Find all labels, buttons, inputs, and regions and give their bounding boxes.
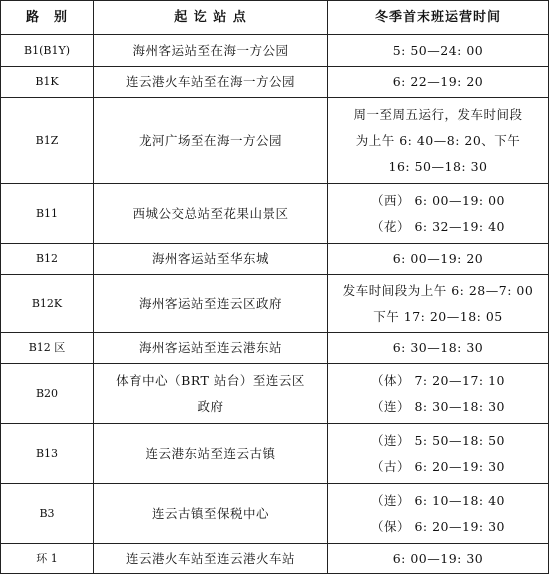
header-stops: 起 讫 站 点 xyxy=(94,1,328,35)
stops-cell: 龙河广场至在海一方公园 xyxy=(94,98,328,184)
route-cell: B12 xyxy=(1,244,94,275)
header-time: 冬季首末班运营时间 xyxy=(328,1,549,35)
table-row xyxy=(1,98,549,184)
stops-cell: 海州客运站至连云区政府 xyxy=(94,275,328,333)
table-row xyxy=(1,484,549,544)
time-cell: （连） 6: 10—18: 40 （保） 6: 20—19: 30 xyxy=(328,484,549,544)
table-row xyxy=(1,35,549,67)
route-cell: B3 xyxy=(1,484,94,544)
route-cell: B11 xyxy=(1,184,94,244)
route-cell: B12 区 xyxy=(1,333,94,364)
time-cell: 6: 00—19: 20 xyxy=(328,244,549,275)
table-row xyxy=(1,364,549,424)
table-row xyxy=(1,275,549,333)
table-row xyxy=(1,424,549,484)
stops-cell: 海州客运站至在海一方公园 xyxy=(94,35,328,67)
stops-cell: 体育中心（BRT 站台）至连云区 政府 xyxy=(94,364,328,424)
route-cell: B12K xyxy=(1,275,94,333)
route-cell: B1(B1Y) xyxy=(1,35,94,67)
table-row xyxy=(1,333,549,364)
time-cell: 6: 22—19: 20 xyxy=(328,67,549,98)
route-cell: B13 xyxy=(1,424,94,484)
time-cell: 5: 50—24: 00 xyxy=(328,35,549,67)
stops-cell: 连云港火车站至连云港火车站 xyxy=(94,544,328,574)
table-row xyxy=(1,544,549,574)
stops-cell: 海州客运站至连云港东站 xyxy=(94,333,328,364)
stops-cell: 西城公交总站至花果山景区 xyxy=(94,184,328,244)
table-row xyxy=(1,184,549,244)
time-cell: 6: 30—18: 30 xyxy=(328,333,549,364)
route-cell: B20 xyxy=(1,364,94,424)
table-row xyxy=(1,67,549,98)
header-row xyxy=(1,1,549,35)
time-cell: （连） 5: 50—18: 50 （古） 6: 20—19: 30 xyxy=(328,424,549,484)
time-cell: （体） 7: 20—17: 10 （连） 8: 30—18: 30 xyxy=(328,364,549,424)
route-cell: 环 1 xyxy=(1,544,94,574)
time-cell: 6: 00—19: 30 xyxy=(328,544,549,574)
route-cell: B1Z xyxy=(1,98,94,184)
time-cell: 周一至周五运行，发车时间段 为上午 6: 40—8: 20、下午 16: 50—18: 30 xyxy=(328,98,549,184)
stops-cell: 海州客运站至华东城 xyxy=(94,244,328,275)
stops-cell: 连云港火车站至在海一方公园 xyxy=(94,67,328,98)
stops-cell: 连云港东站至连云古镇 xyxy=(94,424,328,484)
route-cell: B1K xyxy=(1,67,94,98)
time-cell: 发车时间段为上午 6: 28—7: 00 下午 17: 20—18: 05 xyxy=(328,275,549,333)
header-route: 路 别 xyxy=(1,1,94,35)
table-row xyxy=(1,244,549,275)
stops-cell: 连云古镇至保税中心 xyxy=(94,484,328,544)
time-cell: （西） 6: 00—19: 00 （花） 6: 32—19: 40 xyxy=(328,184,549,244)
